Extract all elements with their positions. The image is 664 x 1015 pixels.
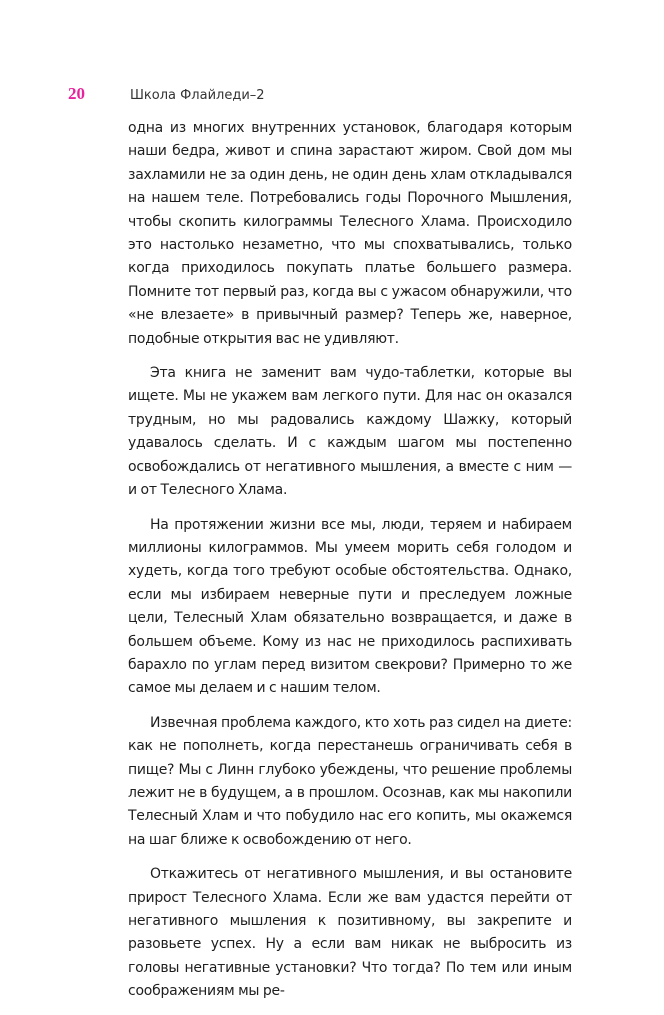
body-text (128, 117, 572, 1015)
page-header (68, 84, 265, 106)
paragraph-4: Извечная проблема каждого, кто хоть раз сидел на диете: как не пополнеть, когда перестанешь ограничивать себя в пище? Мы с Линн глубоко убеждены, что решение проблемы лежит не в будущем, а в прошлом. Осознав, как мы накопили Телесный Хлам и что побудило нас его копить, мы окажемся на шаг ближе к освобождению от него. (128, 714, 572, 848)
paragraph-3: На протяжении жизни все мы, люди, теряем и набираем миллионы килограммов. Мы умеем морить себя голодом и худеть, когда того требуют особые обстоятельства. Однако, если мы избираем неверные пути и преследуем ложные цели, Телесный Хлам обязательно возвращается, и даже в большем объеме. Кому из нас не приходилось распихивать барахло по углам перед визитом свекрови? Примерно то же самое мы делаем и с нашим телом. (128, 516, 572, 697)
page-number: 20 (68, 84, 85, 103)
paragraph-5: Откажитесь от негативного мышления, и вы остановите прирост Телесного Хлама. Если же вам удастся перейти от негативного мышления к позитивному, вы закрепите и разовьете успех. Ну а если вам никак не выбросить из головы негативные установки? Что тогда? По тем или иным соображениям мы ре- (128, 866, 572, 1000)
paragraph-2: Эта книга не заменит вам чудо-таблетки, которые вы ищете. Мы не укажем вам легкого пути. Для нас он оказался трудным, но мы радовались каждому Шажку, который удавалось сделать. И с каждым шагом мы постепенно освобождались от негативного мышления, а вместе с ним — и от Телесного Хлама. (128, 365, 572, 499)
paragraph-1: одна из многих внутренних установок, благодаря которым наши бедра, живот и спина зарастают жиром. Свой дом мы захламили не за один день, не один день хлам откладывался на нашем теле. Потребовались годы Порочного Мышления, чтобы скопить килограммы Телесного Хлама. Происходило это настолько незаметно, что мы спохватывались, только когда приходилось покупать платье большего размера. Помните тот первый раз, когда вы с ужасом обнаружили, что «не влезаете» в привычный размер? Теперь же, наверное, подобные открытия вас не удивляют. (128, 120, 572, 347)
running-title: Школа Флайледи–2 (130, 88, 265, 103)
